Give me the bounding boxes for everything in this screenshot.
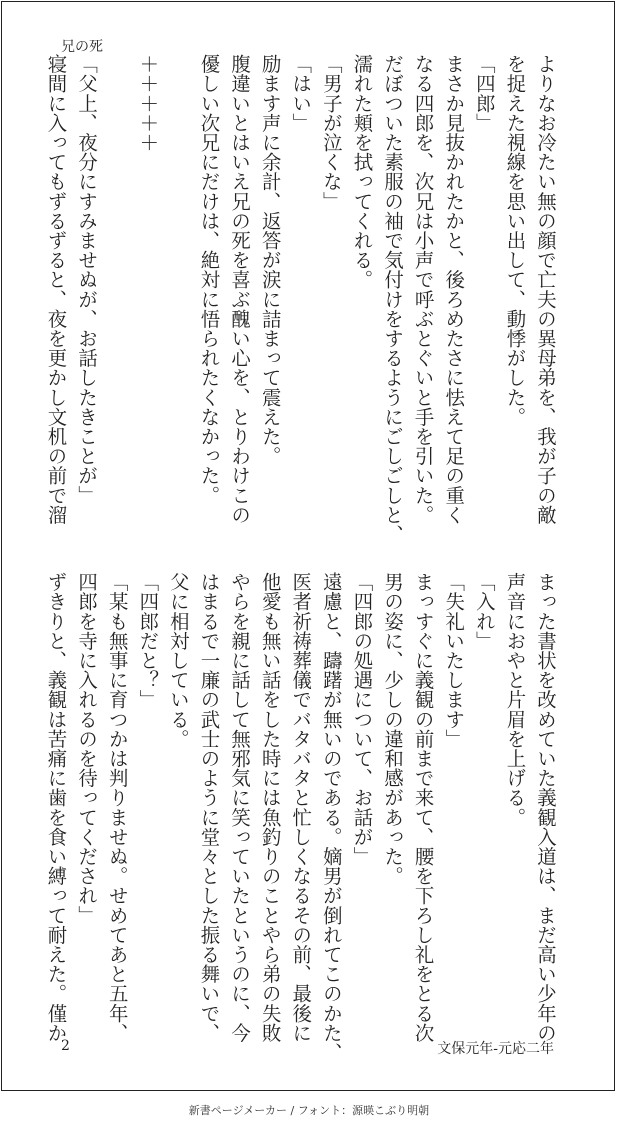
text-column: 「四郎」 — [472, 54, 496, 133]
text-column: 「入れ」 — [472, 572, 496, 651]
text-column: 四郎を寺に入れるのを待ってくだされ」 — [75, 572, 99, 925]
scene-break: ＋＋＋＋＋ — [136, 54, 160, 152]
text-column: ずきりと、義観は苦痛に歯を食い縛って耐えた。僅か — [44, 572, 68, 1043]
text-column: だぼついた素服の袖で気付けをするようにごしごしと、 — [381, 54, 405, 544]
text-column: なる四郎を、次兄は小声で呼ぶとぐいと手を引いた。 — [411, 54, 435, 525]
text-column: 「某も無事に育つかは判りませぬ。せめてあと五年、 — [105, 572, 129, 1043]
text-column: 濡れた頬を拭ってくれる。 — [350, 54, 374, 290]
text-column: まっすぐに義観の前まで来て、腰を下ろし礼をとる次 — [411, 572, 435, 1043]
text-column: を捉えた視線を思い出して、動悸がした。 — [503, 54, 527, 427]
text-column: 「四郎の処遇について、お話が」 — [350, 572, 374, 866]
text-column: 医者祈祷葬儀でバタバタと忙しくなるその前、最後に — [289, 572, 313, 1043]
blank-column — [101, 54, 132, 514]
text-column: 「父上、夜分にすみませぬが、お話したきことが」 — [75, 54, 99, 505]
text-column: 声音におやと片眉を上げる。 — [503, 572, 527, 827]
text-column: よりなお冷たい無の顔で亡夫の異母弟を、我が子の敵 — [534, 54, 557, 525]
generator-credit: 新書ページメーカー / フォント：源暎こぶり明朝 — [188, 1104, 430, 1117]
text-column: 「失礼いたします」 — [442, 572, 466, 749]
text-column: 腹違いとはいえ兄の死を喜ぶ醜い心を、とりわけこの — [228, 54, 252, 525]
text-column: 「はい」 — [289, 54, 313, 133]
text-column: 他愛も無い話をした時には魚釣りのことやら弟の失敗 — [258, 572, 282, 1043]
text-column: はまるで一廉の武士のように堂々とした振る舞いで、 — [197, 572, 221, 1043]
page-frame — [1, 1, 615, 1091]
text-column: やらを親に話して無邪気に笑っていたというのに、今 — [228, 572, 252, 1043]
text-column: 励ます声に余計、返答が涙に詰まって震えた。 — [258, 54, 282, 466]
text-column: 父に相対している。 — [166, 572, 190, 749]
running-title: 文保元年-元応二年 — [437, 1041, 554, 1057]
text-column: 「男子が泣くな」 — [319, 54, 343, 211]
text-column: 優しい次兄にだけは、絶対に悟られたくなかった。 — [197, 54, 221, 505]
text-column: まさか見抜かれたかと、後ろめたさに怯えて足の重く — [442, 54, 466, 525]
text-column: 男の姿に、少しの違和感があった。 — [381, 572, 405, 886]
page-number: 2 — [61, 1038, 70, 1054]
blank-column — [162, 54, 193, 514]
text-column: 遠慮と、躊躇が無いのである。嫡男が倒れてこのかた、 — [319, 572, 343, 1062]
top-text-block — [40, 54, 560, 544]
text-column: 寝間に入ってもずるずると、夜を更かし文机の前で溜 — [44, 54, 68, 525]
page-header-title: 兄の死 — [61, 39, 103, 55]
text-column: 「四郎だと？」 — [136, 572, 160, 710]
text-column: まった書状を改めていた義観入道は、まだ高い少年の — [534, 572, 557, 1043]
